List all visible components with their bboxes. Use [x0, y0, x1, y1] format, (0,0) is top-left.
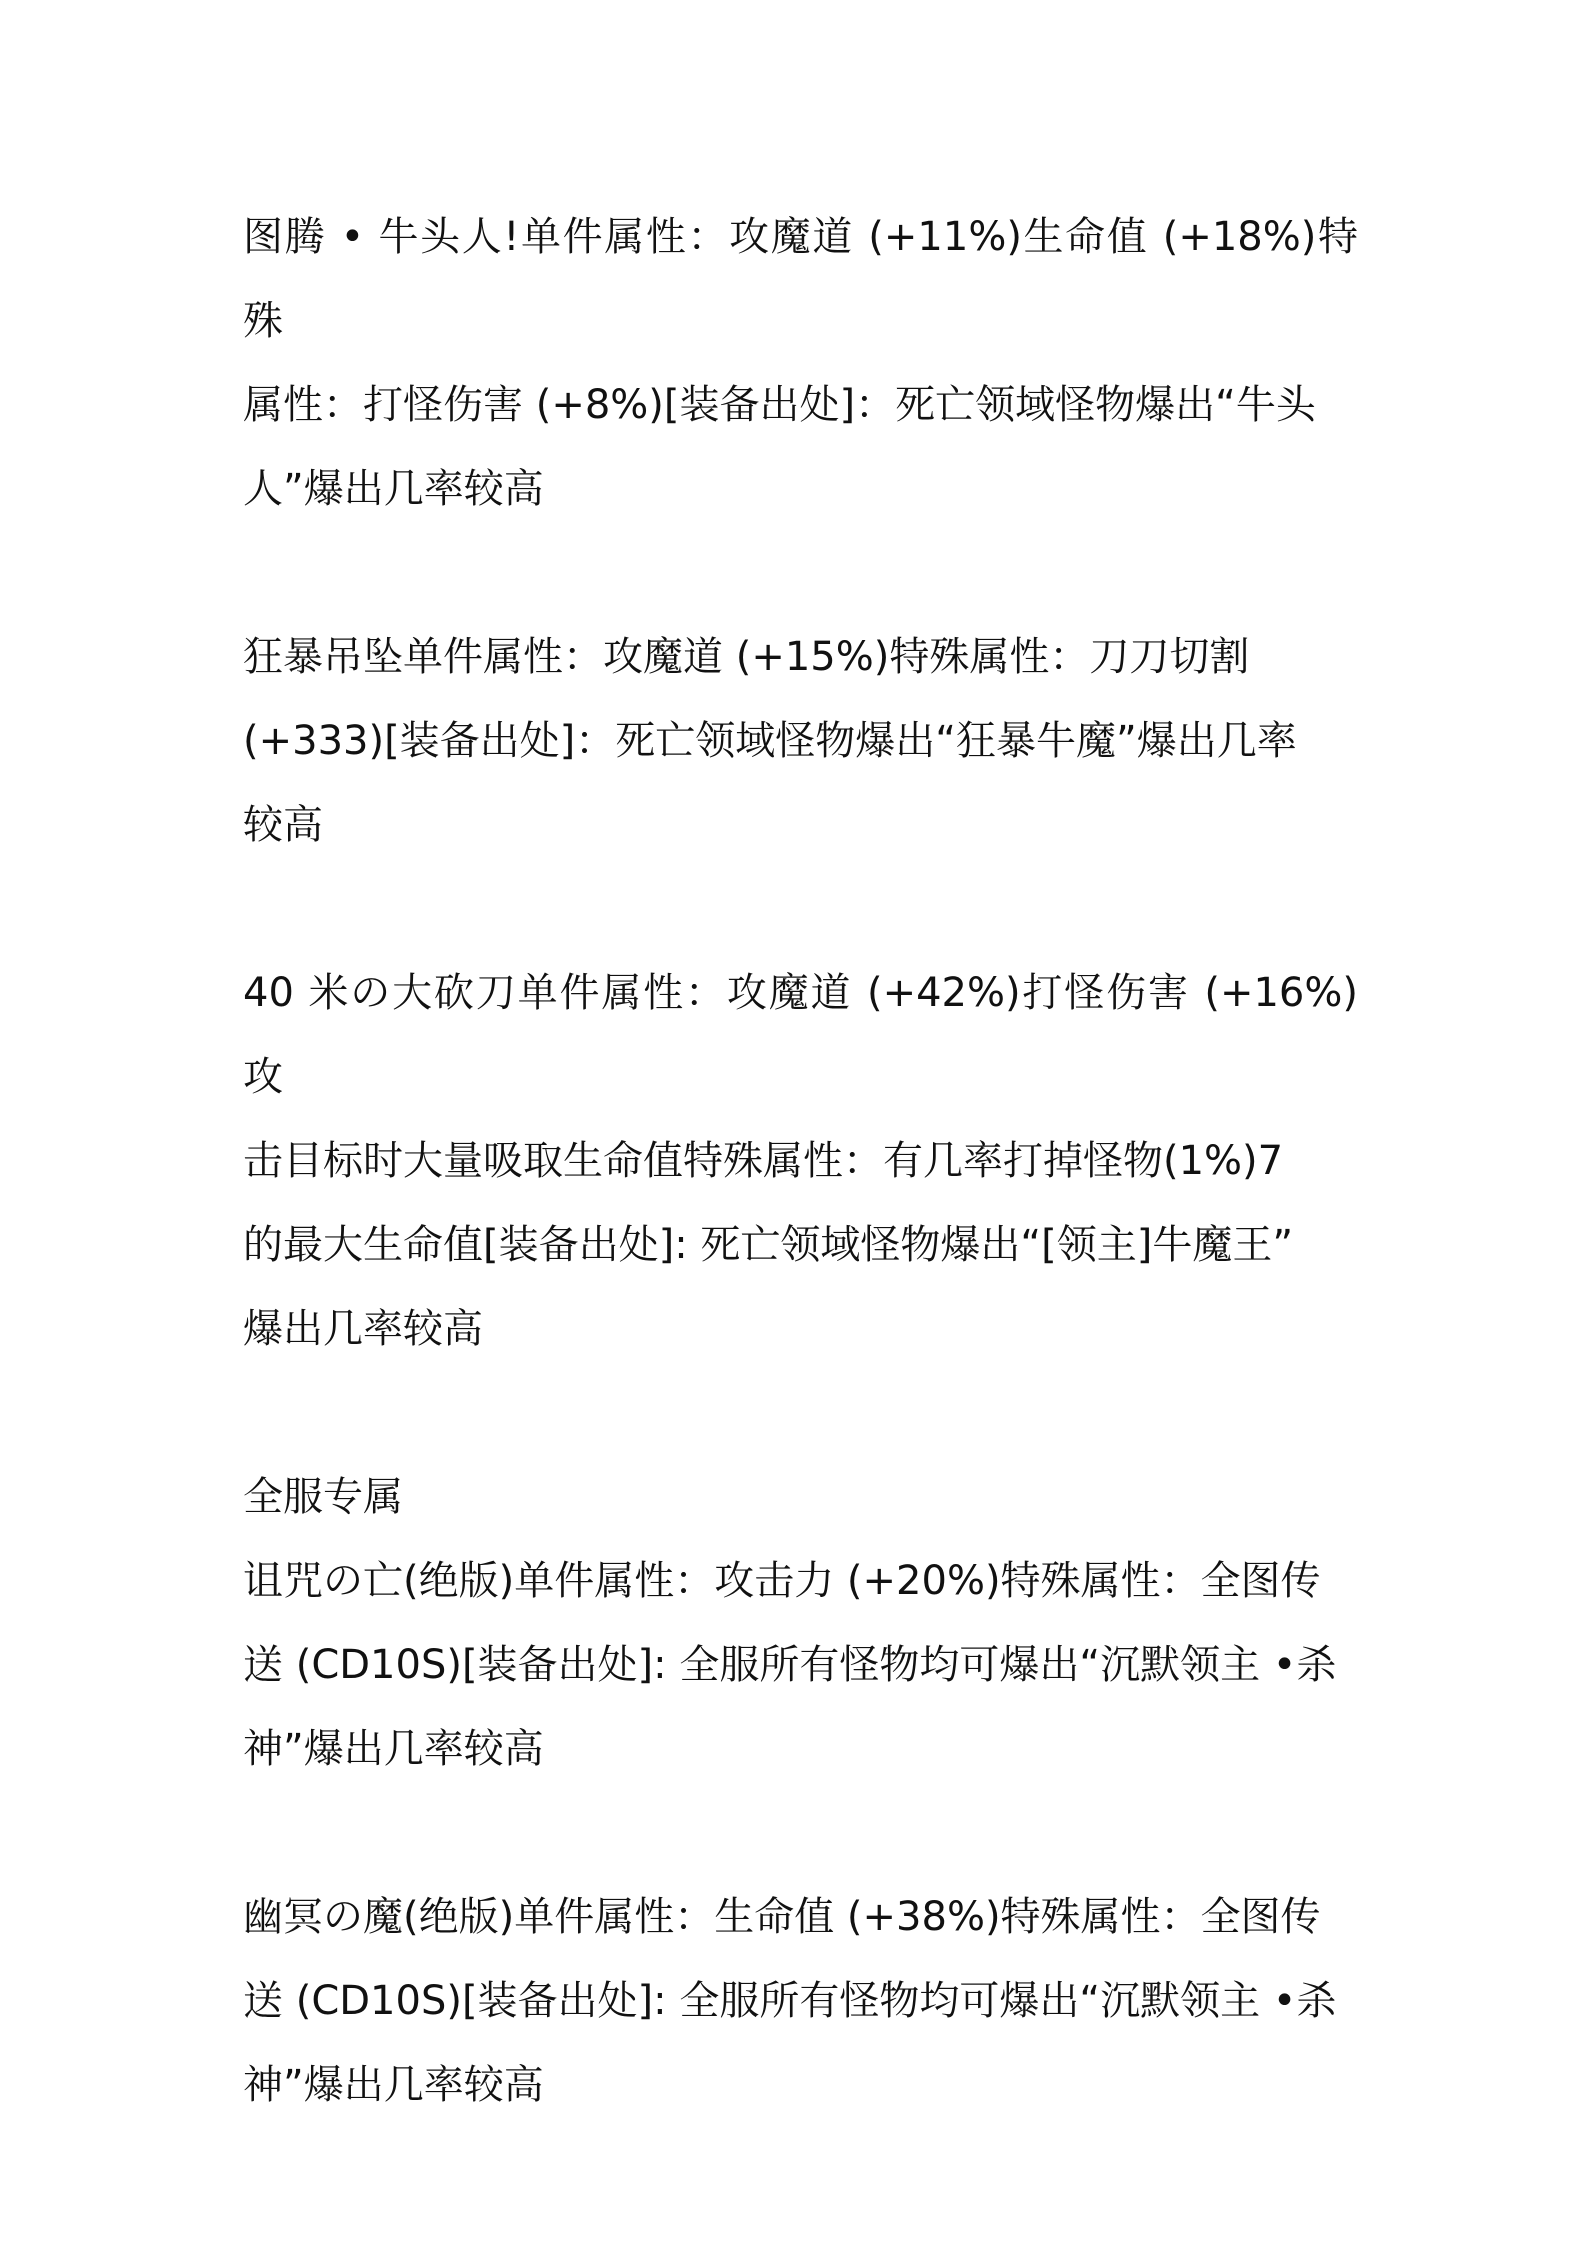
item-paragraph-server-exclusive-curse [243, 1455, 1358, 1791]
text-line: 的最大生命值[装备出处]: 死亡领域怪物爆出“[领主]牛魔王” [243, 1222, 1294, 1268]
text-line: 属性：打怪伤害 (+8%)[装备出处]：死亡领域怪物爆出“牛头 [243, 382, 1316, 428]
text-line: 神”爆出几率较高 [243, 2062, 544, 2108]
text-line: 诅咒の亡(绝版)单件属性：攻击力 (+20%)特殊属性：全图传 [243, 1558, 1321, 1604]
text-line: 40 米の大砍刀单件属性：攻魔道 (+42%)打怪伤害 (+16%)攻 [243, 970, 1358, 1100]
text-line: 击目标时大量吸取生命值特殊属性：有几率打掉怪物(1%)7 [243, 1138, 1284, 1184]
text-line: 人”爆出几率较高 [243, 466, 544, 512]
text-line: (+333)[装备出处]：死亡领域怪物爆出“狂暴牛魔”爆出几率 [243, 718, 1297, 764]
text-line: 爆出几率较高 [243, 1306, 483, 1352]
text-line: 幽冥の魔(绝版)单件属性：生命值 (+38%)特殊属性：全图传 [243, 1894, 1321, 1940]
item-paragraph-40m-blade [243, 951, 1358, 1371]
document-body [243, 195, 1358, 2127]
text-line: 图腾 • 牛头人!单件属性：攻魔道 (+11%)生命值 (+18%)特殊 [243, 214, 1358, 344]
text-line: 狂暴吊坠单件属性：攻魔道 (+15%)特殊属性：刀刀切割 [243, 634, 1250, 680]
text-line: 神”爆出几率较高 [243, 1726, 544, 1772]
section-heading: 全服专属 [243, 1474, 403, 1520]
text-line: 送 (CD10S)[装备出处]: 全服所有怪物均可爆出“沉默领主 •杀 [243, 1642, 1337, 1688]
text-line: 较高 [243, 802, 323, 848]
text-line: 送 (CD10S)[装备出处]: 全服所有怪物均可爆出“沉默领主 •杀 [243, 1978, 1337, 2024]
item-paragraph-totem-minotaur [243, 195, 1358, 531]
item-paragraph-netherworld-demon [243, 1875, 1358, 2127]
item-paragraph-berserk-pendant [243, 615, 1358, 867]
